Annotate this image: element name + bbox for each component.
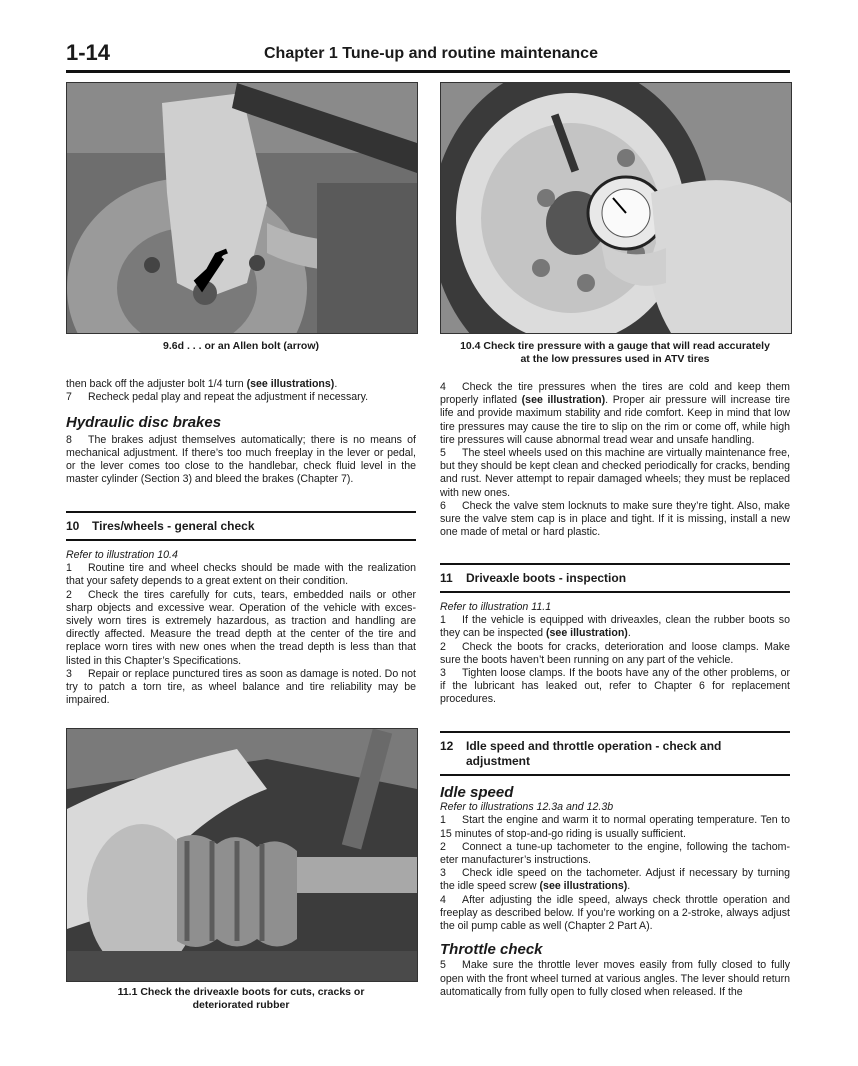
section-12-text xyxy=(440,786,790,999)
paragraph-number: 4 xyxy=(440,381,446,393)
text: Routine tire and wheel checks should be made with the realization that your safety depends to a great extent on their condition. xyxy=(66,562,416,588)
paragraph-number: 2 xyxy=(440,840,446,853)
paragraph xyxy=(440,447,790,500)
text: Check idle speed on the tachometer. Adjust if necessary by turning the idle speed screw xyxy=(440,867,790,893)
left-column-text xyxy=(66,378,416,486)
paragraph-number: 5 xyxy=(440,447,446,460)
header-rule xyxy=(66,70,790,73)
illustration-reference: Refer to illustration 11.1 xyxy=(440,601,552,613)
section-heading xyxy=(440,563,790,593)
text: Tighten loose clamps. If the boots have any of the other problems, or if the lubricant has leaked out, refer to Chapter 6 for replacement procedures. xyxy=(440,667,790,706)
section-title: Tires/wheels - general check xyxy=(92,519,255,533)
text: After adjusting the idle speed, always check throttle operation and freeplay as described below. If you’re working on a 2-stroke, always adjust the oil pump cable as well (Chapter 2 Part A). xyxy=(440,893,790,933)
caption-line: 10.4 Check tire pressure with a gauge that will read accurately xyxy=(460,340,770,352)
section-11-text xyxy=(440,601,790,707)
text: Start the engine and warm it to normal operating temperature. Ten to 15 minutes of stop-and-go riding is usually sufficient. xyxy=(440,814,790,840)
section-number: 12 xyxy=(440,739,454,753)
paragraph-number: 8 xyxy=(66,433,72,446)
illustration-reference: Refer to illustration 10.4 xyxy=(66,549,178,561)
page-header xyxy=(66,40,790,70)
paragraph-number: 3 xyxy=(440,667,446,680)
illustration-reference: Refer to illustrations 12.3a and 12.3b xyxy=(440,801,614,814)
bold-text: (see illustrations) xyxy=(246,378,335,390)
photo-driveaxle-boot xyxy=(66,728,418,982)
photo-tire-pressure-gauge xyxy=(440,82,792,334)
text: Check the tire pressures when the tires are cold and keep them properly inflated xyxy=(440,381,790,407)
paragraph-number: 7 xyxy=(66,391,72,404)
title-line: Idle speed and throttle operation - check and xyxy=(466,739,722,753)
text: Make sure the throttle lever moves easily from fully closed to fully open with the front wheel turned at various angles. The lever should return automatically from fully open to fully closed when released. If the xyxy=(440,959,790,998)
paragraph xyxy=(440,667,790,707)
text: Connect a tune-up tachometer to the engine, following the tachometer manufacturer’s instructions. xyxy=(440,840,790,867)
figure-caption: 9.6d . . . or an Allen bolt (arrow) xyxy=(163,340,319,352)
text: The brakes adjust themselves automatically; there is no means of mechanical adjustment. If there’s too much freeplay in the lever or pedal, or the lever comes too close to the handlebar, check fluid level in the master cylinder (Section 3) and bleed the brakes (Chapter 7). xyxy=(66,433,416,486)
paragraph xyxy=(66,668,416,708)
section-number: 10 xyxy=(66,519,80,533)
section-heading xyxy=(66,511,416,541)
paragraph-number: 2 xyxy=(440,640,446,653)
text: The steel wheels used on this machine are virtually maintenance free, but they should be kept clean and checked periodically for cracks, bending and rust. Never attempt to repair damaged wheels; they must be replaced with new ones. xyxy=(440,447,790,499)
bold-text: (see illustrations) xyxy=(539,880,628,893)
paragraph-number: 1 xyxy=(440,614,446,627)
figure-caption xyxy=(440,340,790,366)
text: . xyxy=(627,627,631,640)
paragraph-number: 1 xyxy=(66,562,72,575)
caption-line: deteriorated rubber xyxy=(192,999,290,1011)
paragraph xyxy=(440,841,790,867)
figure-caption xyxy=(66,986,416,1012)
subheading: Idle speed xyxy=(440,784,514,801)
paragraph xyxy=(66,589,416,668)
paragraph-number: 3 xyxy=(66,667,72,680)
paragraph xyxy=(66,378,416,391)
paragraph-number: 3 xyxy=(440,867,446,880)
paragraph xyxy=(440,614,790,640)
text: . xyxy=(334,378,338,390)
section-title xyxy=(466,739,721,769)
paragraph-number: 2 xyxy=(66,588,72,601)
paragraph-number: 6 xyxy=(440,499,446,512)
subheading: Hydraulic disc brakes xyxy=(66,414,222,432)
paragraph xyxy=(66,434,416,487)
text: Check the boots for cracks, deterioration and loose clamps. Make sure the boots haven’t been running on any part of the vehicle. xyxy=(440,640,790,666)
caption-line: 11.1 Check the driveaxle boots for cuts, cracks or xyxy=(117,986,365,998)
bold-text: (see illustration) xyxy=(546,627,628,640)
paragraph xyxy=(440,894,790,934)
paragraph xyxy=(66,391,416,404)
text: Repair or replace punctured tires as soon as damage is noted. Do not try to patch a torn tire, as wheel balance and tire reliability may be impaired. xyxy=(66,667,416,707)
section-title: Driveaxle boots - inspection xyxy=(466,571,627,585)
subheading: Throttle check xyxy=(440,941,543,959)
section-heading xyxy=(440,731,790,776)
text: then back off the adjuster bolt 1/4 turn xyxy=(66,378,247,390)
text: Check the valve stem locknuts to make sure they’re tight. Also, make sure the valve stem cap is in place and tight. If it is missing, install a new one made of metal or hard plastic. xyxy=(440,499,790,539)
paragraph xyxy=(440,814,790,840)
chapter-title: Chapter 1 Tune-up and routine maintenance xyxy=(264,45,598,62)
title-line: adjustment xyxy=(466,754,531,768)
paragraph xyxy=(440,381,790,447)
photo-allen-bolt xyxy=(66,82,418,334)
paragraph-number: 5 xyxy=(440,959,446,972)
paragraph xyxy=(440,959,790,999)
paragraph-number: 4 xyxy=(440,893,446,906)
section-10-text xyxy=(66,549,416,707)
section-number: 11 xyxy=(440,571,453,585)
paragraph xyxy=(440,641,790,667)
text: . xyxy=(627,880,631,893)
paragraph xyxy=(66,562,416,588)
paragraph xyxy=(440,500,790,540)
paragraph-number: 1 xyxy=(440,814,446,827)
text: If the vehicle is equipped with driveaxles, clean the rubber boots so they can be inspected xyxy=(440,614,790,640)
text: . Proper air pressure will increase tire life and provide maximum stability and ride comfort. Keep in mind that low tire pressures may cause the tire to slip on the rim or come off, while high tire pressures will cause abnormal tread wear and unsafe handling. xyxy=(440,394,791,446)
text: Recheck pedal play and repeat the adjustment if necessary. xyxy=(88,391,369,404)
bold-text: (see illustration) xyxy=(521,394,606,407)
text: Check the tires carefully for cuts, tears, embedded nails or other sharp objects and excessive wear. Operation of the vehicle with excessively worn tires is extremely hazardous, as traction and handling are directly affected. Measure the tread depth at the center of the tire and replace worn tires with new ones when the tread depth is less than that listed in this Chapter’s Specifications. xyxy=(66,588,416,667)
caption-line: at the low pressures used in ATV tires xyxy=(520,353,710,365)
page-number: 1-14 xyxy=(66,40,111,65)
right-column-text xyxy=(440,381,790,539)
paragraph xyxy=(440,867,790,893)
